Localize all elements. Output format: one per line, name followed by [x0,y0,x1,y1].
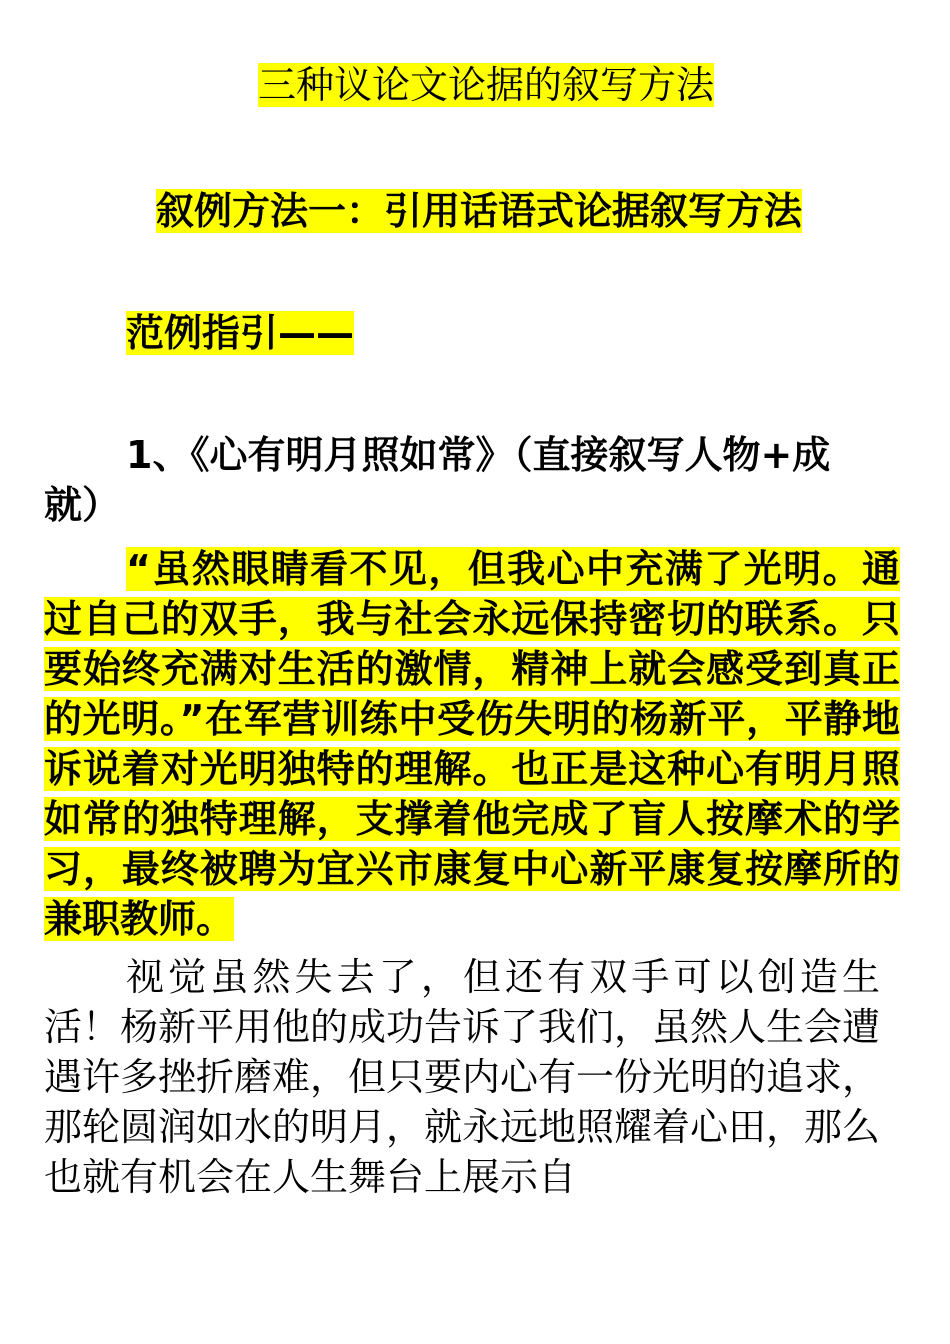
document-title-text: 三种议论文论据的叙写方法 [258,63,715,107]
example-heading: 1、《心有明月照如常》（直接叙写人物+成就） [44,433,831,527]
guide-label [126,308,354,358]
quote-paragraph-text: “虽然眼睛看不见，但我心中充满了光明。通过自己的双手，我与社会永远保持密切的联系。只要始终充满对生活的激情，精神上就会感受到真正的光明。”在军营训练中受伤失明的杨新平，平静地诉说着对光明独特的理解。也正是这种心有明月照如常的独特理解，支撑着他完成了盲人按摩术的学习，最终被聘为宜兴市康复中心新平康复按摩所的兼职教师。 [44,547,900,941]
document-title [258,60,714,110]
quote-paragraph [44,544,900,944]
commentary-paragraph: 视觉虽然失去了，但还有双手可以创造生活！杨新平用他的成功告诉了我们，虽然人生会遭遇许多挫折磨难，但只要内心有一份光明的追求，那轮圆润如水的明月，就永远地照耀着心田，那么也就有机会在人生舞台上展示自 [44,955,881,1199]
section-heading-text: 叙例方法一：引用话语式论据叙写方法 [156,189,803,233]
section-heading [156,186,802,236]
guide-label-text: 范例指引—— [126,311,355,355]
